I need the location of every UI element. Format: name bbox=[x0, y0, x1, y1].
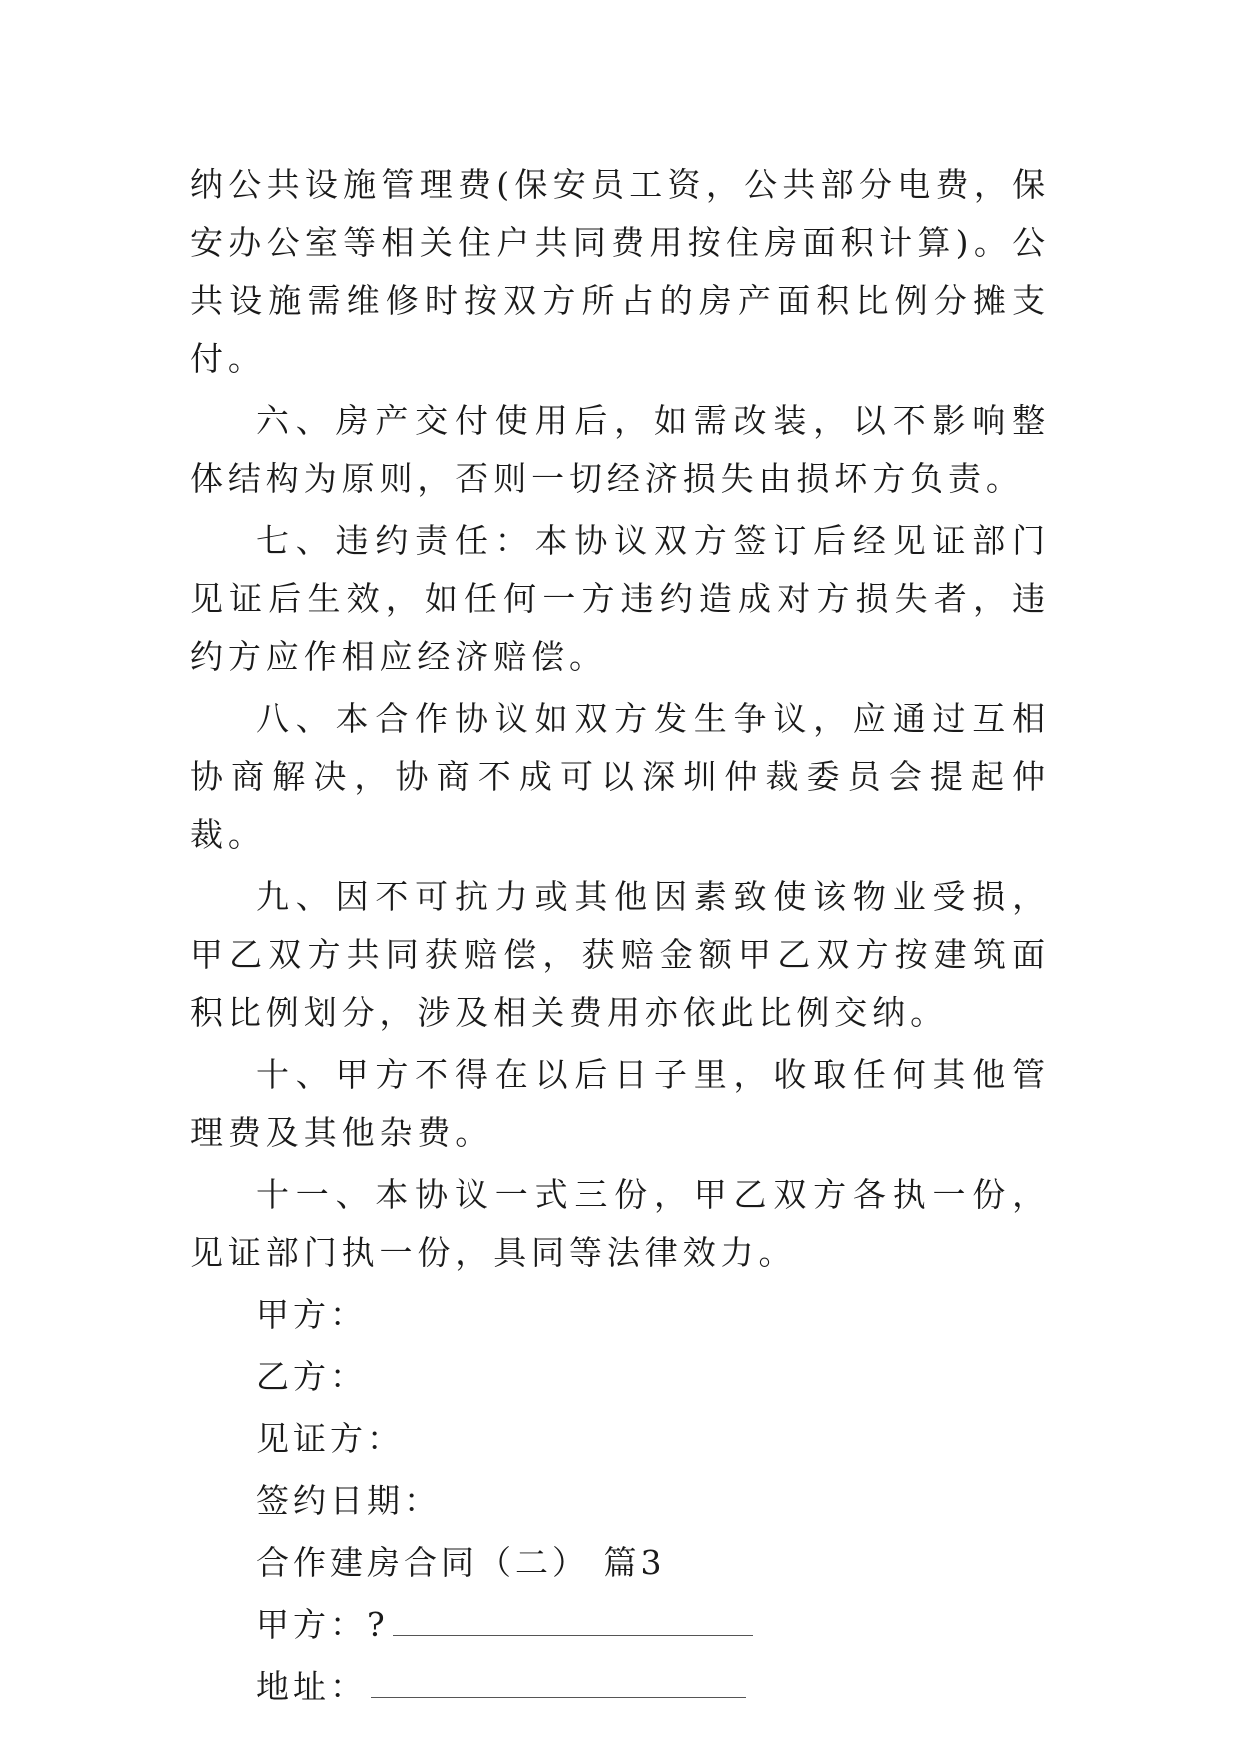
party-a-signature-line: 甲方： bbox=[256, 1295, 367, 1334]
paragraph-clause-6: 六、房产交付使用后，如需改装，以不影响整体结构为原则，否则一切经济损失由损坏方负责。 bbox=[190, 401, 1050, 498]
next-section-title: 合作建房合同（二） 篇3 bbox=[256, 1543, 666, 1582]
next-party-a-label: 甲方：? bbox=[256, 1605, 389, 1644]
witness-signature-line: 见证方： bbox=[256, 1419, 404, 1458]
document-body bbox=[190, 156, 1050, 1720]
address-label: 地址： bbox=[256, 1667, 367, 1706]
signing-date-line: 签约日期： bbox=[256, 1481, 441, 1520]
paragraph-clause-10: 十、甲方不得在以后日子里，收取任何其他管理费及其他杂费。 bbox=[190, 1055, 1050, 1152]
party-b-signature-line: 乙方： bbox=[256, 1357, 367, 1396]
paragraph-continuation: 纳公共设施管理费(保安员工资，公共部分电费，保安办公室等相关住户共同费用按住房面积计算)。公共设施需维修时按双方所占的房产面积比例分摊支付。 bbox=[190, 165, 1050, 378]
party-a-blank-line bbox=[393, 1601, 753, 1636]
paragraph-clause-9: 九、因不可抗力或其他因素致使该物业受损，甲乙双方共同获赔偿，获赔金额甲乙双方按建筑面积比例划分，涉及相关费用亦依此比例交纳。 bbox=[190, 877, 1050, 1032]
paragraph-clause-11: 十一、本协议一式三份，甲乙双方各执一份，见证部门执一份，具同等法律效力。 bbox=[190, 1175, 1050, 1272]
address-row bbox=[256, 1658, 1050, 1715]
address-blank-line bbox=[371, 1663, 746, 1698]
next-party-a-row bbox=[256, 1596, 1050, 1653]
paragraph-clause-8: 八、本合作协议如双方发生争议，应通过互相协商解决，协商不成可以深圳仲裁委员会提起仲裁。 bbox=[190, 699, 1050, 854]
paragraph-clause-7: 七、违约责任：本协议双方签订后经见证部门见证后生效，如任何一方违约造成对方损失者，违约方应作相应经济赔偿。 bbox=[190, 521, 1050, 676]
